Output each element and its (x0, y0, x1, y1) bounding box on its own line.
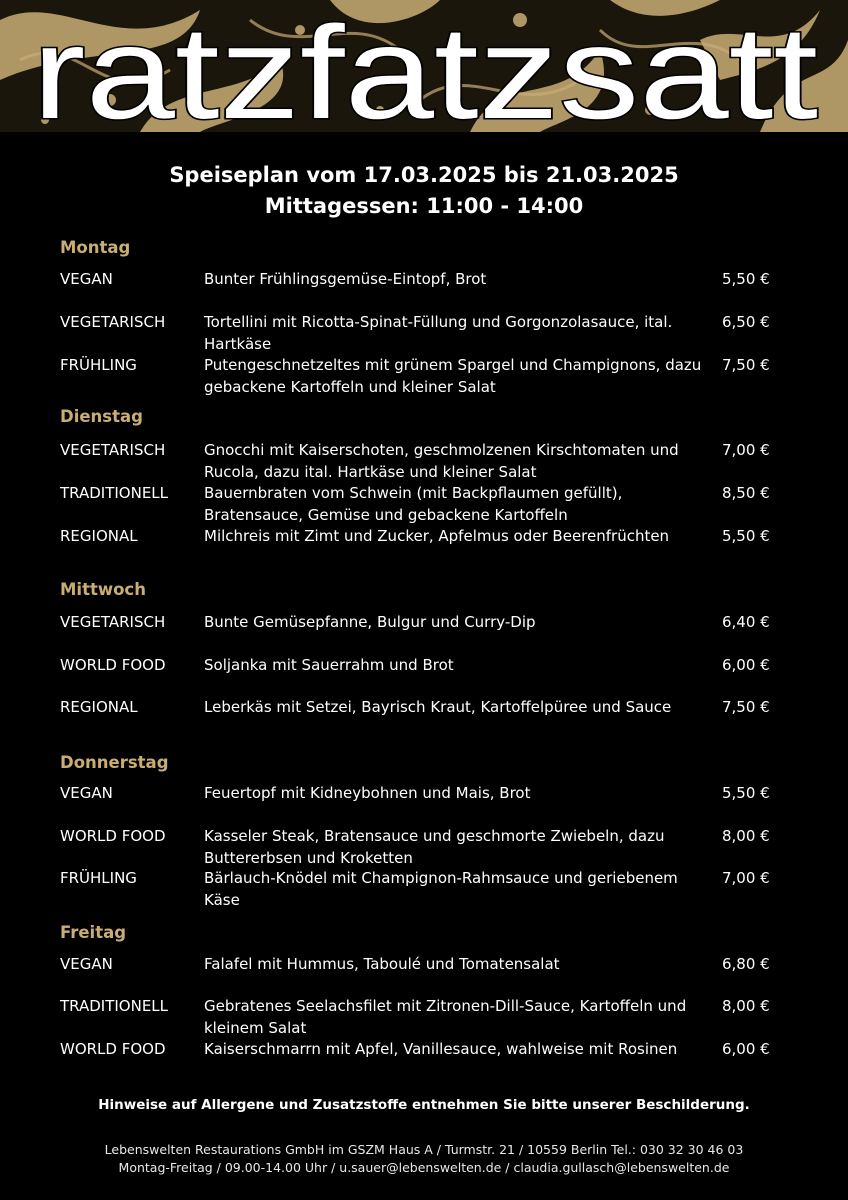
menu-item-category: REGIONAL (60, 527, 138, 545)
menu-item-price: 6,00 € (722, 656, 770, 674)
day-heading: Dienstag (60, 407, 143, 426)
menu-item-price: 7,00 € (722, 441, 770, 459)
menu-item-price: 6,50 € (722, 313, 770, 331)
menu-item-dish: Tortellini mit Ricotta-Spinat-Füllung und Gorgonzolasauce, ital. Hartkäse (204, 313, 673, 353)
menu-item-dish: Putengeschnetzeltes mit grünem Spargel und Champignons, dazu gebackene Kartoffeln und kleiner Salat (204, 356, 702, 396)
menu-item-price: 5,50 € (722, 527, 770, 545)
menu-item-category: TRADITIONELL (60, 997, 169, 1015)
menu-item-dish: Leberkäs mit Setzei, Bayrisch Kraut, Kartoffelpüree und Sauce (204, 698, 672, 716)
menu-item-dish: Gebratenes Seelachsfilet mit Zitronen-Dill-Sauce, Kartoffeln und kleinem Salat (204, 997, 687, 1037)
footer-contact: Montag-Freitag / 09.00-14.00 Uhr / u.sauer@lebenswelten.de / claudia.gullasch@lebenswelten.de (118, 1160, 730, 1175)
menu-item-dish: Bunte Gemüsepfanne, Bulgur und Curry-Dip (204, 613, 536, 631)
footer (0, 1141, 848, 1177)
menu-item-category: VEGETARISCH (60, 313, 166, 331)
menu-item-price: 5,50 € (722, 784, 770, 802)
footer-address: Lebenswelten Restaurations GmbH im GSZM Haus A / Turmstr. 21 / 10559 Berlin Tel.: 030 32 30 46 03 (104, 1142, 744, 1157)
menu-item-dish: Falafel mit Hummus, Taboulé und Tomatensalat (204, 955, 560, 973)
svg-text:ratzfatzsatt: ratzfatzsatt (32, 0, 818, 132)
menu-item-price: 8,50 € (722, 484, 770, 502)
menu-item-dish: Soljanka mit Sauerrahm und Brot (204, 656, 454, 674)
menu-item-category: VEGAN (60, 270, 113, 288)
menu-item-category: TRADITIONELL (60, 484, 169, 502)
ratzfatzsatt-logo (0, 0, 848, 132)
menu-item-dish: Kaiserschmarrn mit Apfel, Vanillesauce, wahlweise mit Rosinen (204, 1040, 678, 1058)
day-heading: Montag (60, 238, 131, 257)
menu-item-category: VEGETARISCH (60, 441, 166, 459)
menu-item-price: 6,40 € (722, 613, 770, 631)
menu-item-category: REGIONAL (60, 698, 138, 716)
menu-item-price: 5,50 € (722, 270, 770, 288)
menu-item-dish: Kasseler Steak, Bratensauce und geschmorte Zwiebeln, dazu Buttererbsen und Kroketten (204, 827, 665, 867)
day-heading: Freitag (60, 923, 127, 942)
menu-item-category: VEGAN (60, 955, 113, 973)
menu-item-category: WORLD FOOD (60, 1040, 166, 1058)
menu-item-dish: Milchreis mit Zimt und Zucker, Apfelmus oder Beerenfrüchten (204, 527, 670, 545)
menu-item-category: VEGAN (60, 784, 113, 802)
menu-item-dish: Bauernbraten vom Schwein (mit Backpflaumen gefüllt), Bratensauce, Gemüse und gebackene Kartoffeln (204, 484, 623, 524)
menu-item-price: 7,00 € (722, 869, 770, 887)
menu-item-category: WORLD FOOD (60, 827, 166, 845)
menu-item-price: 7,50 € (722, 698, 770, 716)
day-heading: Donnerstag (60, 753, 169, 772)
menu-header (0, 160, 848, 222)
menu-item-dish: Bunter Frühlingsgemüse-Eintopf, Brot (204, 270, 487, 288)
menu-item-dish: Bärlauch-Knödel mit Champignon-Rahmsauce und geriebenem Käse (204, 869, 678, 909)
menu-item-category: FRÜHLING (60, 869, 137, 887)
menu-item-price: 8,00 € (722, 827, 770, 845)
menu-item-category: WORLD FOOD (60, 656, 166, 674)
menu-item-price: 8,00 € (722, 997, 770, 1015)
menu-item-price: 6,00 € (722, 1040, 770, 1058)
menu-item-price: 6,80 € (722, 955, 770, 973)
menu-item-price: 7,50 € (722, 356, 770, 374)
day-heading: Mittwoch (60, 580, 146, 599)
menu-item-category: FRÜHLING (60, 356, 137, 374)
menu-item-dish: Gnocchi mit Kaiserschoten, geschmolzenen Kirschtomaten und Rucola, dazu ital. Hartkäse und kleiner Salat (204, 441, 679, 481)
lunch-hours: Mittagessen: 11:00 - 14:00 (264, 194, 584, 218)
menu-item-category: VEGETARISCH (60, 613, 166, 631)
menu-item-dish: Feuertopf mit Kidneybohnen und Mais, Brot (204, 784, 531, 802)
allergen-note: Hinweise auf Allergene und Zusatzstoffe entnehmen Sie bitte unserer Beschilderung. (98, 1097, 750, 1113)
menu-title: Speiseplan vom 17.03.2025 bis 21.03.2025 (169, 163, 679, 187)
header-banner (0, 0, 848, 132)
